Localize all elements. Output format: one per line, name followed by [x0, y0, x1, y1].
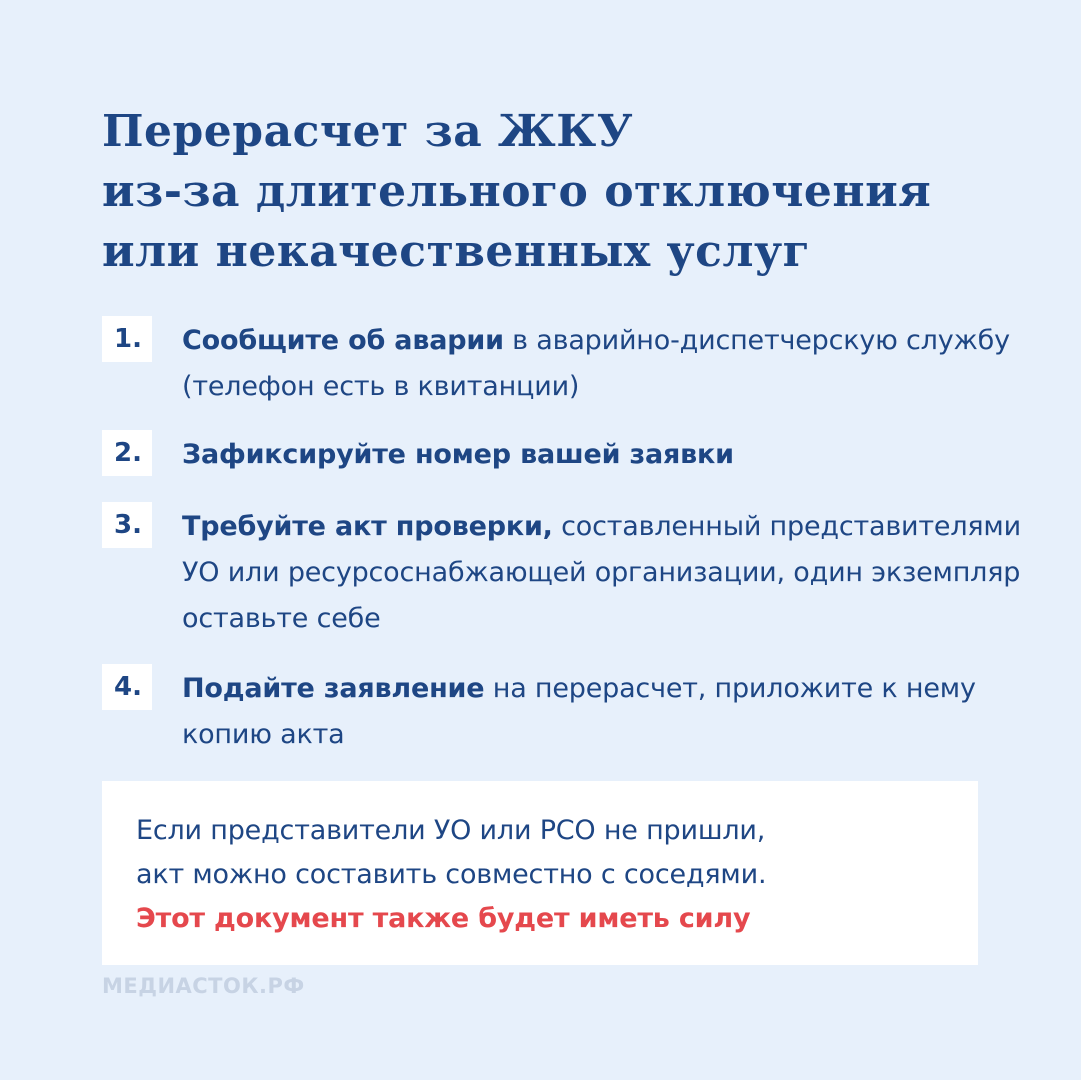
step-bold-text: Зафиксируйте номер вашей заявки — [182, 439, 734, 470]
step-bold-text: Требуйте акт проверки, — [182, 511, 553, 542]
step-number: 1. — [102, 316, 152, 362]
step-rest-text: в аварийно-диспетчерскую службу (телефон есть в квитанции) — [182, 325, 1010, 402]
note-text — [136, 809, 956, 941]
step-number: 4. — [102, 664, 152, 710]
title-line-3: или некачественных услуг — [102, 226, 811, 277]
step-number: 2. — [102, 430, 152, 476]
step-rest-text: на перерасчет, приложите к нему копию акта — [182, 673, 976, 750]
step-bold-text: Подайте заявление — [182, 673, 485, 704]
note-accent: Этот документ также будет иметь силу — [136, 903, 751, 934]
title-line-1: Перерасчет за ЖКУ — [102, 106, 634, 157]
step-number: 3. — [102, 502, 152, 548]
page-title — [102, 102, 1022, 282]
step-text — [182, 432, 1022, 478]
step-text — [182, 318, 1022, 410]
note-line-2: акт можно составить совместно с соседями. — [136, 859, 767, 890]
note-card — [102, 781, 978, 965]
brand-watermark: МЕДИАСТОК.РФ — [102, 974, 305, 998]
step-text — [182, 504, 1022, 642]
step-bold-text: Сообщите об аварии — [182, 325, 504, 356]
note-line-1: Если представители УО или РСО не пришли, — [136, 815, 766, 846]
step-text — [182, 666, 1022, 758]
step-rest-text: составленный представителями УО или ресурсоснабжающей организации, один экземпляр оставьте себе — [182, 511, 1021, 634]
title-line-2: из-за длительного отключения — [102, 166, 932, 217]
